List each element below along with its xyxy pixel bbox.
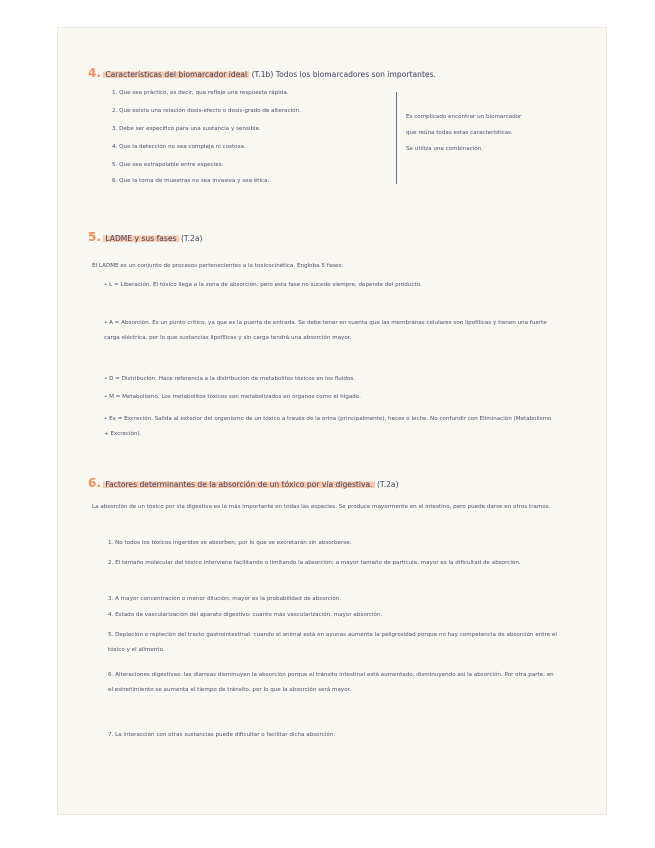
- bullet-icon: •: [104, 282, 110, 288]
- bracket-line: [396, 92, 397, 184]
- bullet-icon: •: [104, 320, 110, 326]
- section-6-ref: (T.2a): [376, 480, 399, 489]
- section-4-item: 3. Debe ser específico para una sustancia y sensible.: [112, 126, 261, 132]
- section-4-ref: (T.1b): [251, 70, 274, 79]
- section-6-item: 1. No todos los tóxicos ingeridos se absorben, por lo que se excretarán sin absorberse.: [108, 540, 352, 546]
- section-6-number: 6.: [88, 476, 101, 490]
- section-6-item: 4. Estado de vascularización del aparato digestivo: cuanto más vascularización, mayor absorción.: [108, 612, 383, 618]
- section-4-side-note: Es complicado encontrar un biomarcador: [406, 114, 522, 120]
- section-5-intro: El LADME es un conjunto de procesos pertenecientes a la toxicocinética. Engloba 5 fases:: [92, 263, 344, 269]
- section-4-item: 2. Que exista una relación dosis-efecto o dosis-grado de alteración.: [112, 108, 301, 114]
- section-6-intro: La absorción de un tóxico por vía digestiva es la más importante en todas las especies. Se produce mayormente en el intestino, pero puede darse en otros tramos.: [92, 504, 551, 510]
- section-4-number: 4.: [88, 66, 101, 80]
- section-4-item: 6. Que la toma de muestras no sea invasiva y sea ética.: [112, 178, 270, 184]
- section-4-title: Características del biomarcador ideal: [105, 70, 248, 79]
- section-5-ref: (T.2a): [180, 234, 203, 243]
- section-6-item: 6. Alteraciones digestivas: las diarreas disminuyen la absorción porque el tránsito intestinal está aumentado, disminuyendo así la absorción. Por otra parte, en el estreñimiento se aumenta el tiempo de tránsito, por lo que la absorción será mayor.: [108, 672, 554, 693]
- section-4-item: 4. Que la detección no sea compleja ni costosa.: [112, 144, 246, 150]
- bullet-icon: •: [104, 394, 110, 400]
- notebook-page: [58, 28, 606, 814]
- section-6-item: 5. Depleción o repleción del tracto gastrointestinal: cuando el animal está en ayunas aumenta la peligrosidad porque no hay competencia de absorción entre el tóxico y el alimento.: [108, 632, 557, 653]
- bullet-icon: •: [104, 416, 110, 422]
- section-4-side-note: Se utiliza una combinación.: [406, 146, 484, 152]
- section-5-number: 5.: [88, 230, 101, 244]
- section-5-heading: [88, 230, 203, 244]
- bullet-icon: •: [104, 376, 110, 382]
- section-5-item: • A = Absorción. Es un punto crítico, ya que es la puerta de entrada. Se debe tener en cuenta que las membranas celulares son lipofílicas y tienen una fuerte carga eléctrica, por lo que sustancias lipofílicas y sin carga tendrá una absorción mayor.: [104, 320, 547, 341]
- section-6-item: 2. El tamaño molecular del tóxico interviene facilitando o limitando la absorción: a mayor tamaño de partícula, mayor es la dificultad de absorción.: [108, 560, 521, 566]
- section-6-item: 3. A mayor concentración o menor dilución, mayor es la probabilidad de absorción.: [108, 596, 342, 602]
- section-4-side-note: que reúna todas estas características.: [406, 130, 513, 136]
- section-5-title: LADME y sus fases: [105, 234, 177, 243]
- section-6-heading: [88, 476, 399, 490]
- section-4-item: 1. Que sea práctico, es decir, que refleje una respuesta rápida.: [112, 90, 289, 96]
- section-6-item: 7. La interacción con otras sustancias puede dificultar o facilitar dicha absorción.: [108, 732, 336, 738]
- section-5-item: • Ex = Excreción. Salida al exterior del organismo de un tóxico a través de la orina (principalmente), heces o leche. No confundir con Eliminación (Metabolismo + Excreción).: [104, 416, 552, 437]
- section-6-title: Factores determinantes de la absorción de un tóxico por vía digestiva.: [105, 480, 373, 489]
- section-4-note: Todos los biomarcadores son importantes.: [275, 70, 436, 79]
- section-5-item: • D = Distribución. Hace referencia a la distribución de metabolitos tóxicos en los fluidos.: [104, 376, 356, 382]
- section-4-item: 5. Que sea extrapolable entre especies.: [112, 162, 224, 168]
- section-5-item: • M = Metabolismo. Los metabolitos tóxicos son metabolizados en órganos como el hígado.: [104, 394, 361, 400]
- section-5-item: • L = Liberación. El tóxico llega a la zona de absorción, pero esta fase no sucede siempre, depende del producto.: [104, 282, 422, 288]
- section-4-heading: [88, 66, 436, 80]
